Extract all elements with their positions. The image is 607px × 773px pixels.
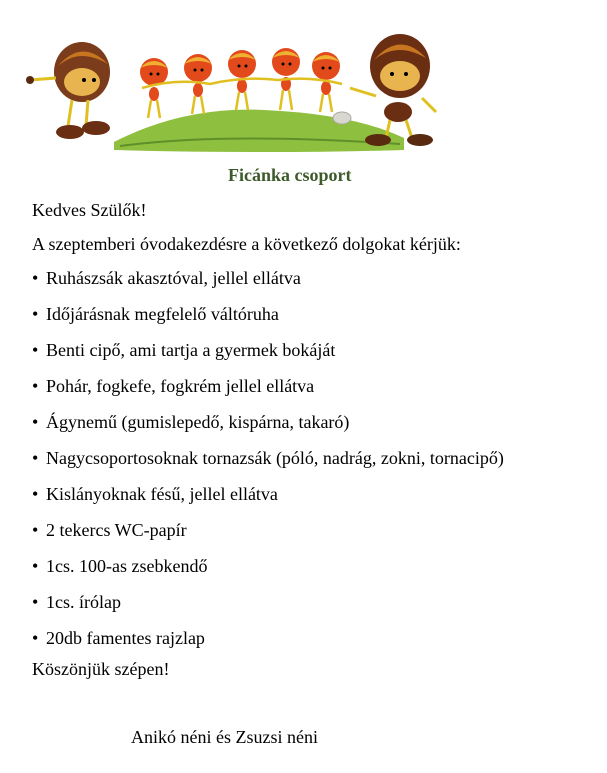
letter-intro: A szeptemberi óvodakezdésre a következő dolgokat kérjük:: [32, 234, 461, 254]
chestnut-children-illustration: [24, 14, 449, 190]
letter-signature: Anikó néni és Zsuzsi néni: [131, 727, 318, 747]
list-item: • Nagycsoportosoknak tornazsák (póló, nadrág, zokni, tornacipő): [32, 448, 504, 468]
list-item: • 20db famentes rajzlap: [32, 628, 205, 648]
list-item: • 2 tekercs WC-papír: [32, 520, 187, 540]
stone: [333, 112, 351, 124]
list-item: • 1cs. 100-as zsebkendő: [32, 556, 208, 576]
header-illustration: [24, 14, 449, 190]
list-item: • Pohár, fogkefe, fogkrém jellel ellátva: [32, 376, 315, 396]
list-item: • Kislányoknak fésű, jellel ellátva: [32, 484, 278, 504]
group-title: Ficánka csoport: [228, 165, 352, 185]
list-item: • Időjárásnak megfelelő váltóruha: [32, 304, 279, 324]
small-chestnuts-row: [140, 48, 342, 118]
big-chestnut-left: [26, 42, 110, 139]
list-item: • Benti cipő, ami tartja a gyermek bokáját: [32, 340, 336, 360]
grass-hill: [114, 110, 404, 152]
list-item: • 1cs. írólap: [32, 592, 121, 612]
list-item: • Ruhászsák akasztóval, jellel ellátva: [32, 268, 301, 288]
letter-thanks: Köszönjük szépen!: [32, 659, 170, 679]
list-item: • Ágynemű (gumislepedő, kispárna, takaró): [32, 412, 350, 432]
letter-greeting: Kedves Szülők!: [32, 200, 147, 220]
items-list: [32, 264, 504, 660]
